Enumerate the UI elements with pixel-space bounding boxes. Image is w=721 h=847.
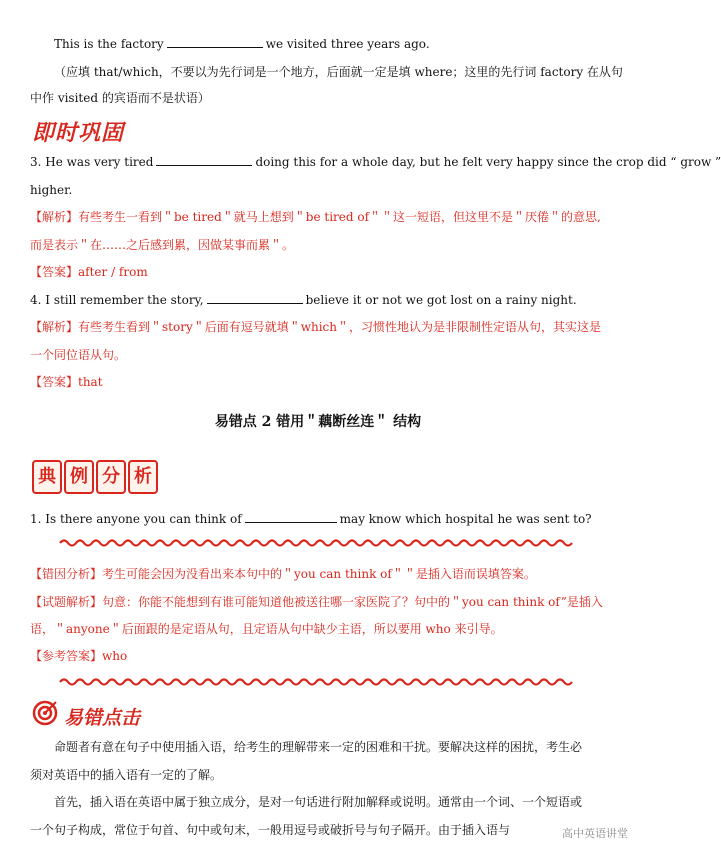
question-text: doing this for a whole day, but he felt very happy since the crop did “ grow ” <box>255 155 721 169</box>
question-text: 4. I still remember the story, <box>30 293 204 307</box>
answer-blank <box>167 35 263 48</box>
paragraph-line: 须对英语中的插入语有一定的了解。 <box>30 768 223 782</box>
stamp-char: 例 <box>64 460 94 494</box>
question-text: may know which hospital he was sent to? <box>339 512 592 526</box>
target-icon <box>32 700 58 726</box>
question-4 <box>30 291 610 309</box>
explanation-line1: 【试题解析】句意：你能不能想到有谁可能知道他被送往哪一家医院了？句中的＂you can think of”是插入 <box>30 595 603 609</box>
analysis-3-line2: 而是表示＂在……之后感到累，因做某事而累＂。 <box>30 238 295 252</box>
example-sentence <box>54 35 634 53</box>
paragraph-line: 首先，插入语在英语中属于独立成分，是对一句话进行附加解释或说明。通常由一个词、一个短语或 <box>54 795 583 809</box>
wavy-divider <box>60 538 572 548</box>
note-line: （应填 that/which，不要以为先行词是一个地方，后面就一定是填 where；这里的先行词 factory 在从句 <box>54 65 623 79</box>
answer-blank <box>207 291 303 304</box>
section-title: 易错点 2 错用＂藕断丝连＂ 结构 <box>214 414 422 430</box>
stamp-char: 析 <box>128 460 158 494</box>
analysis-4-line2: 一个同位语从句。 <box>30 348 127 362</box>
reference-answer: 【参考答案】who <box>30 649 128 663</box>
paragraph-line: 命题者有意在句子中使用插入语，给考生的理解带来一定的困难和干扰。要解决这样的困扰，考生必 <box>54 740 583 754</box>
watermark: 高中英语讲堂 <box>562 827 628 840</box>
answer-4: 【答案】that <box>30 375 103 389</box>
error-analysis: 【错因分析】考生可能会因为没看出来本句中的＂you can think of＂＂是插入语而误填答案。 <box>30 567 536 581</box>
stamp-example-analysis <box>32 460 158 494</box>
answer-blank <box>245 510 337 523</box>
question-text: believe it or not we got lost on a rainy night. <box>305 293 577 307</box>
stamp-char: 典 <box>32 460 62 494</box>
question-text: 1. Is there anyone you can think of <box>30 512 242 526</box>
question-1 <box>30 510 610 528</box>
answer-blank <box>156 153 252 166</box>
sentence-text: we visited three years ago. <box>265 37 430 51</box>
paragraph-line: 一个句子构成，常位于句首、句中或句末，一般用逗号或破折号与句子隔开。由于插入语与 <box>30 823 511 837</box>
analysis-3-line1: 【解析】有些考生一看到＂be tired＂就马上想到＂be tired of＂＂这一短语，但这里不是＂厌倦＂的意思, <box>30 210 601 224</box>
question-3 <box>30 153 721 171</box>
analysis-4-line1: 【解析】有些考生看到＂story＂后面有逗号就填＂which＂，习惯性地认为是非限制性定语从句，其实这是 <box>30 320 602 334</box>
wavy-divider <box>60 677 572 687</box>
stamp-error-click: 易错点击 <box>64 707 141 729</box>
explanation-line2: 语，＂anyone＂后面跟的是定语从句，且定语从句中缺少主语，所以要用 who 来引导。 <box>30 622 503 636</box>
stamp-char: 分 <box>96 460 126 494</box>
sentence-text: This is the factory <box>54 37 164 51</box>
stamp-consolidate: 即时巩固 <box>32 121 125 146</box>
answer-3: 【答案】after / from <box>30 265 148 279</box>
question-text: 3. He was very tired <box>30 155 154 169</box>
note-line: 中作 visited 的宾语而不是状语） <box>30 91 210 105</box>
question-3-cont: higher. <box>30 183 73 197</box>
